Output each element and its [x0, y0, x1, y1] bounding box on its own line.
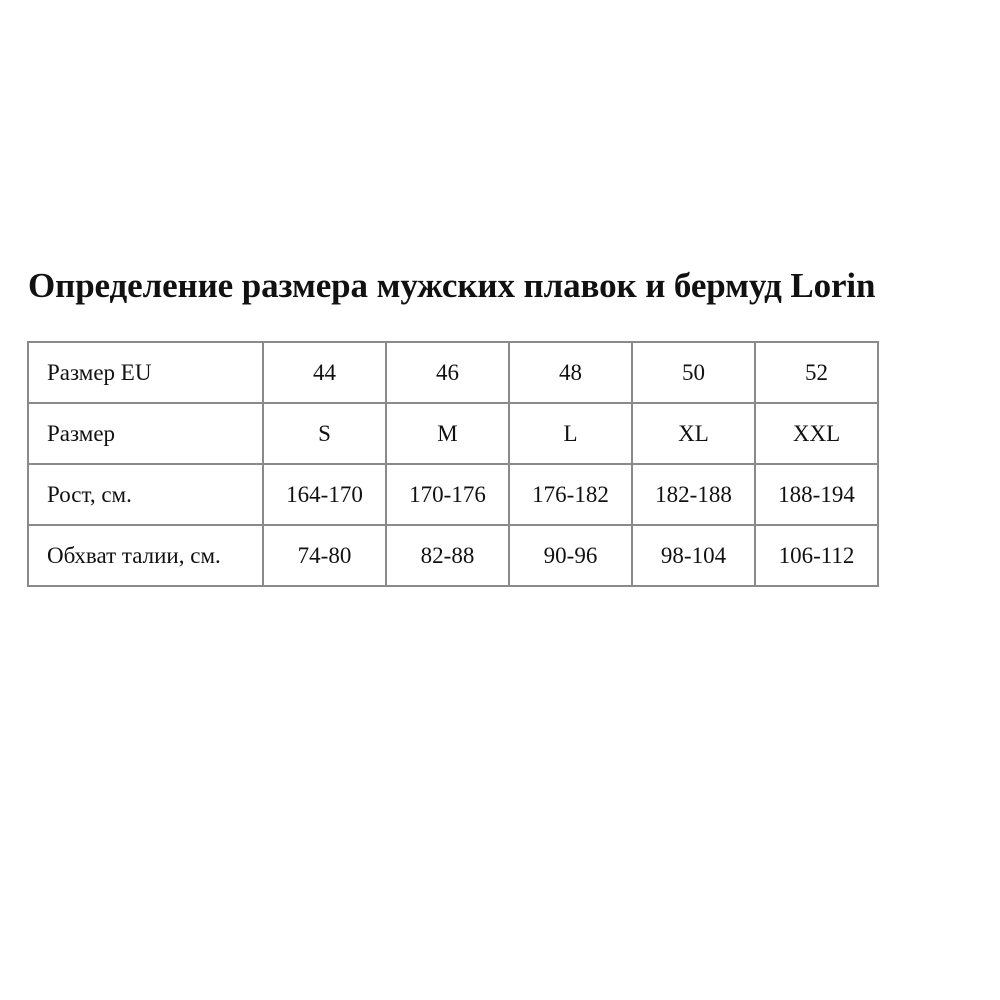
table-cell: M — [386, 403, 509, 464]
table-row-size-letter — [28, 403, 878, 464]
table-cell: 52 — [755, 342, 878, 403]
table-cell: 170-176 — [386, 464, 509, 525]
table-row-height — [28, 464, 878, 525]
table-cell: 188-194 — [755, 464, 878, 525]
table-cell: 98-104 — [632, 525, 755, 586]
page-title: Определение размера мужских плавок и бермуд Lorin — [28, 266, 876, 305]
table-cell: S — [263, 403, 386, 464]
table-cell: 106-112 — [755, 525, 878, 586]
table-cell: XXL — [755, 403, 878, 464]
table-cell: 46 — [386, 342, 509, 403]
row-label-size: Размер — [28, 403, 263, 464]
row-label-height: Рост, см. — [28, 464, 263, 525]
row-label-waist: Обхват талии, см. — [28, 525, 263, 586]
table-cell: L — [509, 403, 632, 464]
table-cell: 182-188 — [632, 464, 755, 525]
table-cell: 50 — [632, 342, 755, 403]
table-cell: 82-88 — [386, 525, 509, 586]
table-row-waist — [28, 525, 878, 586]
table-cell: XL — [632, 403, 755, 464]
table-cell: 44 — [263, 342, 386, 403]
table-cell: 48 — [509, 342, 632, 403]
row-label-size-eu: Размер EU — [28, 342, 263, 403]
table-cell: 74-80 — [263, 525, 386, 586]
table-cell: 176-182 — [509, 464, 632, 525]
size-chart-table — [27, 341, 879, 587]
table-cell: 164-170 — [263, 464, 386, 525]
table-row-size-eu — [28, 342, 878, 403]
table-cell: 90-96 — [509, 525, 632, 586]
